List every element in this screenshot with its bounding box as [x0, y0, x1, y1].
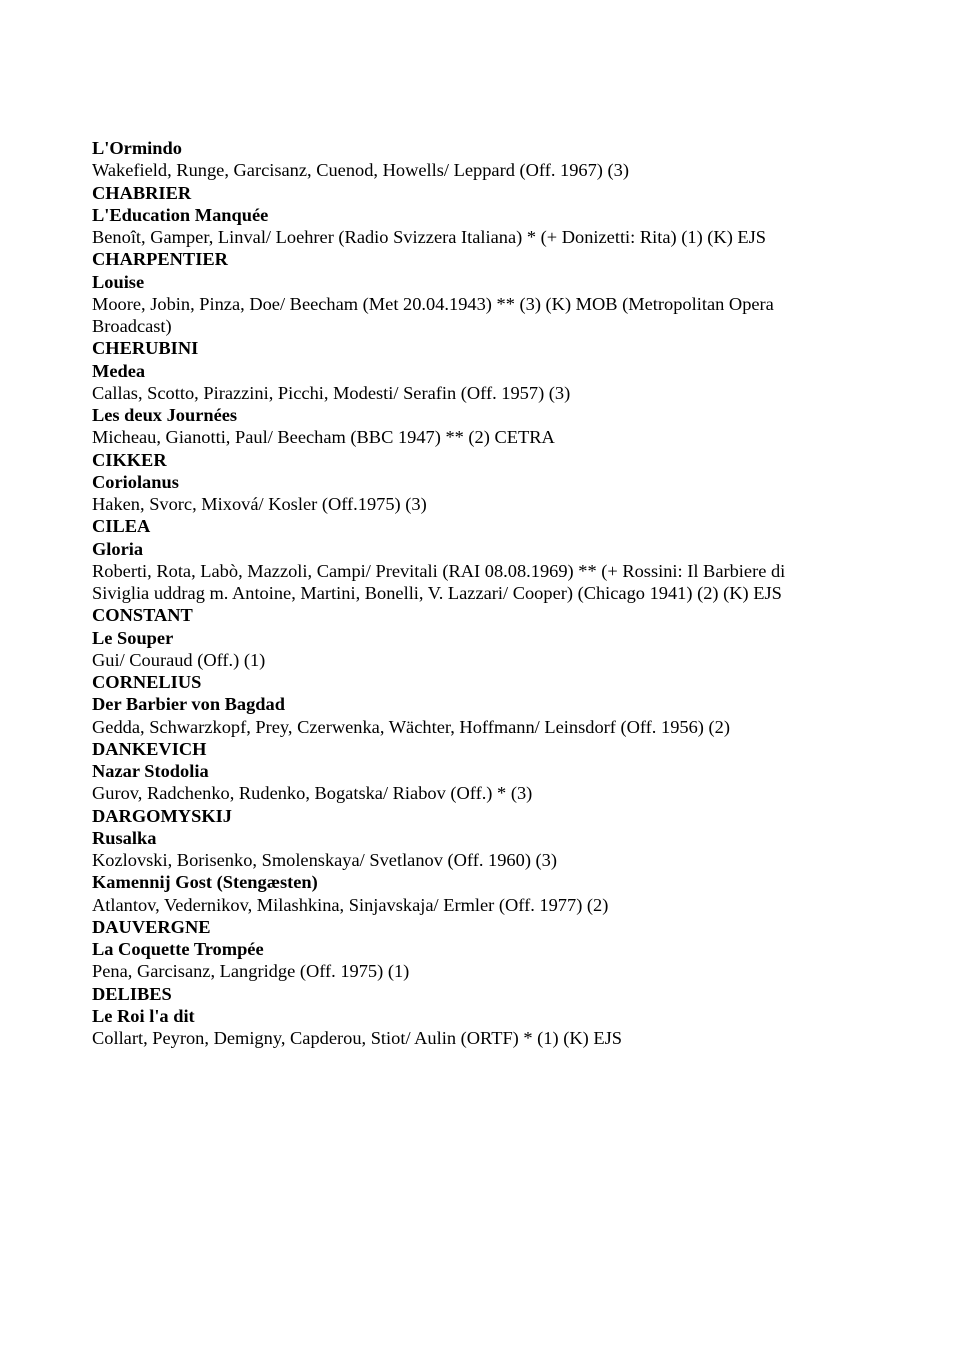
- opera-title: Der Barbier von Bagdad: [92, 694, 285, 715]
- opera-title: L'Education Manquée: [92, 204, 269, 225]
- recording-details: Roberti, Rota, Labò, Mazzoli, Campi/ Previtali (RAI 08.08.1969) ** (+ Rossini: Il Barbiere di Siviglia uddrag m. Antoine, Martini, Bonelli, V. Lazzari/ Cooper) (Chicago 1941) (2) (K) EJS: [92, 560, 786, 603]
- recording-details: Callas, Scotto, Pirazzini, Picchi, Modesti/ Serafin (Off. 1957) (3): [92, 382, 571, 403]
- recording-details: Wakefield, Runge, Garcisanz, Cuenod, Howells/ Leppard (Off. 1967) (3): [92, 160, 629, 181]
- composer-heading: DAUVERGNE: [92, 916, 211, 937]
- opera-title: Le Souper: [92, 627, 174, 648]
- opera-title: Nazar Stodolia: [92, 761, 209, 781]
- recording-details: Kozlovski, Borisenko, Smolenskaya/ Svetlanov (Off. 1960) (3): [92, 850, 557, 870]
- composer-heading: CHARPENTIER: [92, 249, 228, 270]
- opera-title: Louise: [92, 271, 145, 292]
- composer-heading: DARGOMYSKIJ: [92, 805, 232, 826]
- recording-details: Pena, Garcisanz, Langridge (Off. 1975) (1): [92, 961, 410, 982]
- opera-title: L'Ormindo: [92, 138, 182, 158]
- recording-details: Moore, Jobin, Pinza, Doe/ Beecham (Met 20.04.1943) ** (3) (K) MOB (Metropolitan Opera Broadcast): [92, 293, 774, 336]
- catalog-page: [92, 137, 832, 1049]
- opera-title: Coriolanus: [92, 471, 179, 492]
- recording-details: Gedda, Schwarzkopf, Prey, Czerwenka, Wächter, Hoffmann/ Leinsdorf (Off. 1956) (2): [92, 716, 730, 737]
- composer-heading: CHERUBINI: [92, 338, 199, 359]
- recording-details: Atlantov, Vedernikov, Milashkina, Sinjavskaja/ Ermler (Off. 1977) (2): [92, 894, 609, 915]
- opera-title: Rusalka: [92, 827, 157, 848]
- recording-details: Gui/ Couraud (Off.) (1): [92, 649, 266, 670]
- composer-heading: CILEA: [92, 516, 151, 537]
- composer-heading: CIKKER: [92, 449, 167, 470]
- composer-heading: CHABRIER: [92, 182, 192, 203]
- recording-details: Haken, Svorc, Mixová/ Kosler (Off.1975) (3): [92, 494, 427, 514]
- opera-title: Le Roi l'a dit: [92, 1005, 195, 1026]
- opera-title: Medea: [92, 360, 146, 381]
- composer-heading: DELIBES: [92, 983, 172, 1004]
- recording-details: Benoît, Gamper, Linval/ Loehrer (Radio Svizzera Italiana) * (+ Donizetti: Rita) (1) (K) EJS: [92, 227, 767, 247]
- recording-details: Gurov, Radchenko, Rudenko, Bogatska/ Riabov (Off.) * (3): [92, 783, 533, 804]
- composer-heading: DANKEVICH: [92, 738, 207, 759]
- recording-details: Collart, Peyron, Demigny, Capderou, Stiot/ Aulin (ORTF) * (1) (K) EJS: [92, 1028, 622, 1048]
- recording-details: Micheau, Gianotti, Paul/ Beecham (BBC 1947) ** (2) CETRA: [92, 427, 555, 448]
- opera-title: Les deux Journées: [92, 405, 238, 425]
- opera-title: Kamennij Gost (Stengæsten): [92, 872, 318, 893]
- opera-title: Gloria: [92, 538, 144, 559]
- opera-title: La Coquette Trompée: [92, 939, 264, 959]
- composer-heading: CORNELIUS: [92, 672, 202, 692]
- composer-heading: CONSTANT: [92, 605, 193, 626]
